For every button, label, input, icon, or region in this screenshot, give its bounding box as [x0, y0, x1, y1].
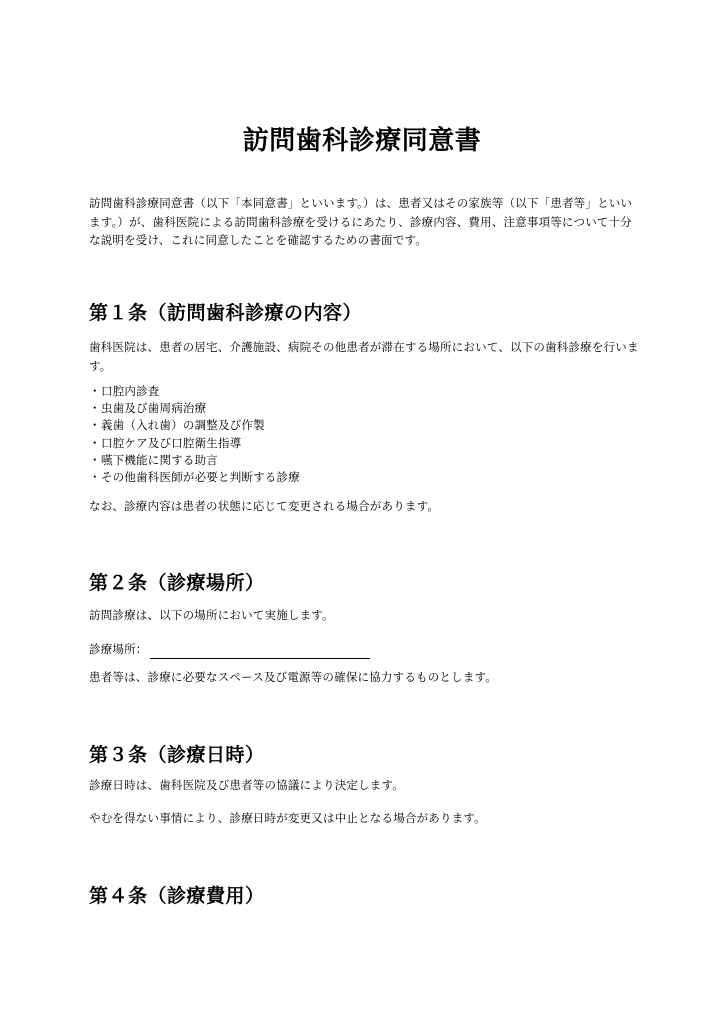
list-item: ・ 義歯（入れ歯）の調整及び作製: [89, 418, 265, 433]
article2-note: 患者等は、診療に必要なスペース及び電源等の確保に協力するものとします。: [89, 670, 498, 684]
list-item: ・ 嚥下機能に関する助言: [89, 452, 218, 467]
article1-service-list: [89, 383, 639, 486]
location-field-input[interactable]: [150, 646, 370, 659]
location-field: [89, 640, 370, 659]
article4-heading: 第４条（診療費用）: [89, 885, 265, 907]
location-field-label: 診療場所：: [89, 642, 148, 656]
article2-lead: 訪問診療は、以下の場所において実施します。: [89, 608, 334, 622]
article3-heading: 第３条（診療日時）: [89, 744, 265, 766]
intro-paragraph: 訪問歯科診療同意書（以下「本同意書」といいます。）は、患者又はその家族等（以下「患者等」といいます。）が、歯科医院による訪問歯科診療を受けるにあたり、診療内容、費用、注意事項等について十分な説明を受け、これに同意したことを確認するための書面です。: [89, 196, 633, 247]
list-item: ・ 口腔ケア及び口腔衛生指導: [89, 435, 242, 450]
document-title: 訪問歯科診療同意書: [242, 126, 482, 156]
article2-heading: 第２条（診療場所）: [89, 572, 265, 594]
list-item: ・ 口腔内診査: [89, 384, 160, 398]
article1-lead: 歯科医院は、患者の居宅、介護施設、病院その他患者が滞在する場所において、以下の歯科診療を行います。: [89, 340, 639, 373]
article3-note: やむを得ない事情により、診療日時が変更又は中止となる場合があります。: [89, 811, 486, 825]
article3-lead: 診療日時は、歯科医院及び患者等の協議により決定します。: [89, 778, 404, 792]
article1-note: なお、診療内容は患者の状態に応じて変更される場合があります。: [89, 499, 440, 513]
list-item: ・ その他歯科医師が必要と判断する診療: [89, 470, 300, 485]
article1-heading: 第１条（訪問歯科診療の内容）: [89, 302, 363, 324]
list-item: ・ 虫歯及び歯周病治療: [89, 401, 207, 416]
